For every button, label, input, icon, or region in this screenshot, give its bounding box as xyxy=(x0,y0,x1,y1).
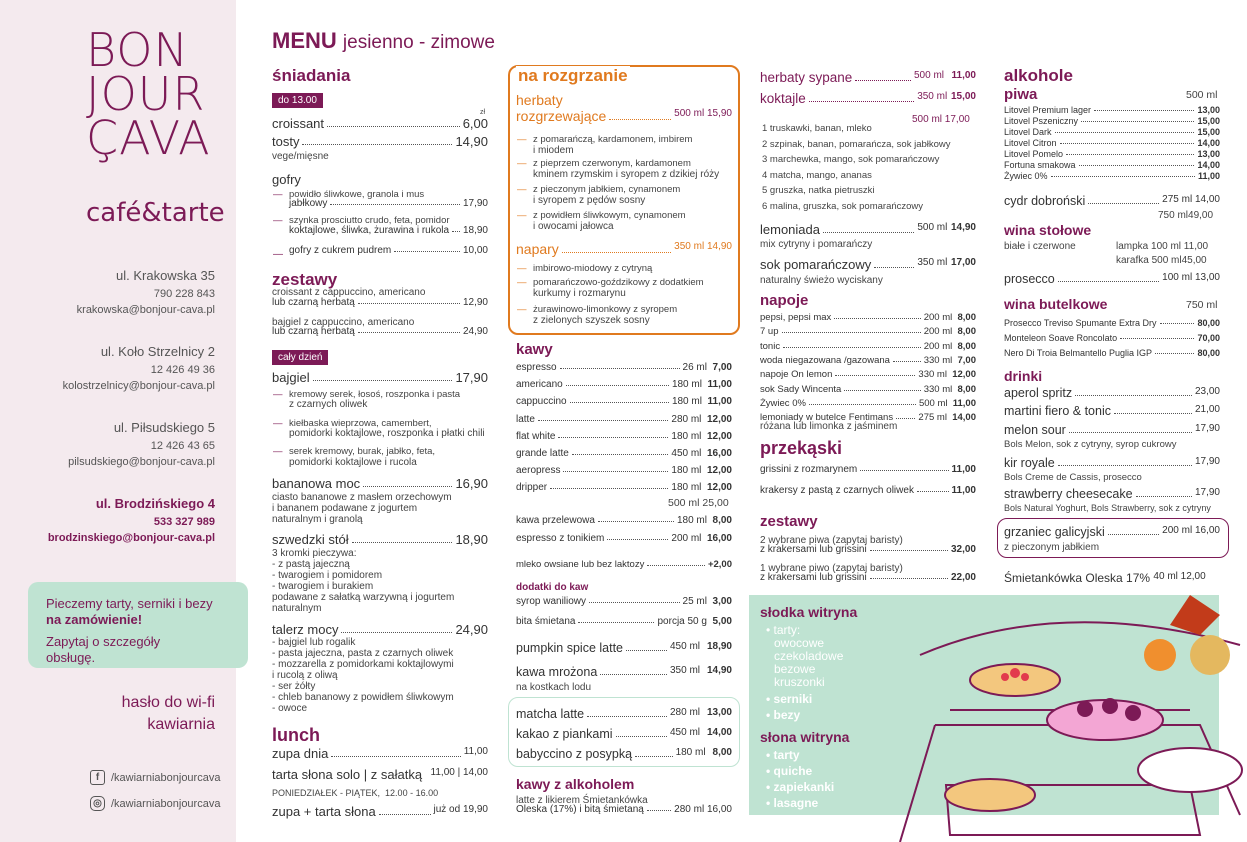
menu-item: szwedzki stół 18,90 xyxy=(272,532,488,547)
location: ul. Koło Strzelnicy 2 12 426 49 36 kolostrzelnicy@bonjour-cava.pl xyxy=(62,344,215,392)
smoothie-item: 2 szpinak, banan, pomarańcza, sok jabłkowy xyxy=(762,138,951,150)
menu-item: Żywiec 0% 11,00 xyxy=(1004,171,1220,181)
menu-item: zupa + tarta słona już od 19,90 xyxy=(272,804,488,819)
section-heading: drinki xyxy=(1004,368,1043,384)
section-heading: wina stołowe xyxy=(1004,222,1092,238)
logo xyxy=(86,23,226,165)
section-heading: wina butelkowe xyxy=(1004,296,1108,312)
menu-item: Żywiec 0% 500 ml 11,00 xyxy=(760,397,976,409)
section-heading: alkohole xyxy=(1004,66,1073,85)
location: ul. Brodzińskiego 4 533 327 989 brodzinskiego@bonjour-cava.pl xyxy=(47,496,215,544)
facebook-link[interactable]: f /kawiarniabonjourcava xyxy=(90,770,220,785)
section-heading: kawy xyxy=(516,341,553,358)
instagram-icon: ◎ xyxy=(90,796,105,811)
smoothie-item: 3 marchewka, mango, sok pomarańczowy xyxy=(762,154,940,165)
facebook-icon: f xyxy=(90,770,105,785)
menu-item: espresso 26 ml 7,00 xyxy=(516,362,732,373)
logo-line: JOUR xyxy=(86,67,206,121)
menu-item: 7 up 200 ml 8,00 xyxy=(760,326,976,338)
logo-line: ÇAVA xyxy=(86,111,211,165)
section-heading: zestawy xyxy=(760,513,818,530)
menu-item: flat white 180 ml 12,00 xyxy=(516,430,732,442)
menu-item: dripper 180 ml 12,00 xyxy=(516,482,732,494)
menu-item: cappuccino 180 ml 11,00 xyxy=(516,396,732,408)
location: ul. Piłsudskiego 5 12 426 43 65 pilsudskiego@bonjour-cava.pl xyxy=(68,420,215,468)
menu-item: Monteleon Soave Roncolato 70,00 xyxy=(1004,333,1220,343)
menu-item: latte 280 ml 12,00 xyxy=(516,413,732,425)
menu-item: tarta słona solo | z sałatką 11,00 | 14,00 xyxy=(272,767,488,782)
section-heading: zestawy xyxy=(272,270,338,289)
time-badge: cały dzień xyxy=(272,350,328,365)
menu-item: Litovel Dark 15,00 xyxy=(1004,127,1220,137)
section-heading: na rozgrzanie xyxy=(518,66,628,85)
smoothie-item: 1 truskawki, banan, mleko xyxy=(762,123,872,134)
wifi-info: hasło do wi-fi kawiarnia xyxy=(121,694,215,733)
time-badge: do 13.00 xyxy=(272,93,323,108)
smoothie-item: 6 malina, gruszka, sok pomarańczowy xyxy=(762,200,924,212)
section-heading: słodka witryna xyxy=(760,604,858,620)
section-heading: kawy z alkoholem xyxy=(516,776,635,792)
logo-subtitle: café&tarte xyxy=(86,198,225,228)
menu-title: MENU jesienno - zimowe xyxy=(272,28,495,53)
menu-item: talerz mocy 24,90 xyxy=(272,622,488,637)
menu-item: napoje On lemon 330 ml 12,00 xyxy=(760,369,976,381)
menu-item: americano 180 ml 11,00 xyxy=(516,379,732,391)
menu-item: sok Sady Wincenta 330 ml 8,00 xyxy=(760,383,976,395)
menu-item: Fortuna smakowa 14,00 xyxy=(1004,160,1220,170)
menu-item: zupa dnia 11,00 xyxy=(272,746,488,761)
section-heading: śniadania xyxy=(272,66,351,85)
menu-item: Prosecco Treviso Spumante Extra Dry 80,00 xyxy=(1004,318,1220,328)
section-heading: piwa xyxy=(1004,86,1038,103)
menu-item: bajgiel 17,90 xyxy=(272,370,488,385)
section-heading: słona witryna xyxy=(760,729,850,745)
menu-item: bananowa moc 16,90 xyxy=(272,476,488,491)
instagram-link[interactable]: ◎ /kawiarniabonjourcava xyxy=(90,796,220,811)
menu-item: Litovel Premium lager 13,00 xyxy=(1004,105,1220,115)
logo-line: BON xyxy=(86,23,189,77)
menu-item: tosty 14,90 xyxy=(272,134,488,149)
section-heading: przekąski xyxy=(760,438,843,458)
menu-item: croissant 6,00 xyxy=(272,116,488,131)
smoothie-item: 5 gruszka, natka pietruszki xyxy=(762,185,875,196)
location: ul. Krakowska 35 790 228 843 krakowska@bonjour-cava.pl xyxy=(76,268,215,316)
menu-item: Litovel Pszeniczny 15,00 xyxy=(1004,116,1220,126)
menu-item: Litovel Pomelo 13,00 xyxy=(1004,149,1220,159)
menu-item: lemoniady w butelce Fentimans 275 ml 14,00 xyxy=(760,412,976,424)
section-heading: napoje xyxy=(760,292,809,309)
menu-item: gofry xyxy=(272,172,301,187)
menu-item: aeropress 180 ml 12,00 xyxy=(516,465,732,477)
menu-item: Litovel Citron 14,00 xyxy=(1004,138,1220,148)
menu-item: pepsi, pepsi max 200 ml 8,00 xyxy=(760,312,976,323)
order-note: Pieczemy tarty, serniki i bezy na zamówienie! Zapytaj o szczegóły obsługę. xyxy=(28,582,248,668)
menu-item: grande latte 450 ml 16,00 xyxy=(516,448,732,459)
smoothie-item: 4 matcha, mango, ananas xyxy=(762,169,872,181)
pastry-illustration xyxy=(860,585,1247,842)
menu-item: Nero Di Troia Belmantello Puglia IGP 80,00 xyxy=(1004,348,1220,358)
menu-item: woda niegazowana /gazowana 330 ml 7,00 xyxy=(760,354,976,366)
section-heading: lunch xyxy=(272,725,320,745)
menu-item: tonic 200 ml 8,00 xyxy=(760,340,976,352)
